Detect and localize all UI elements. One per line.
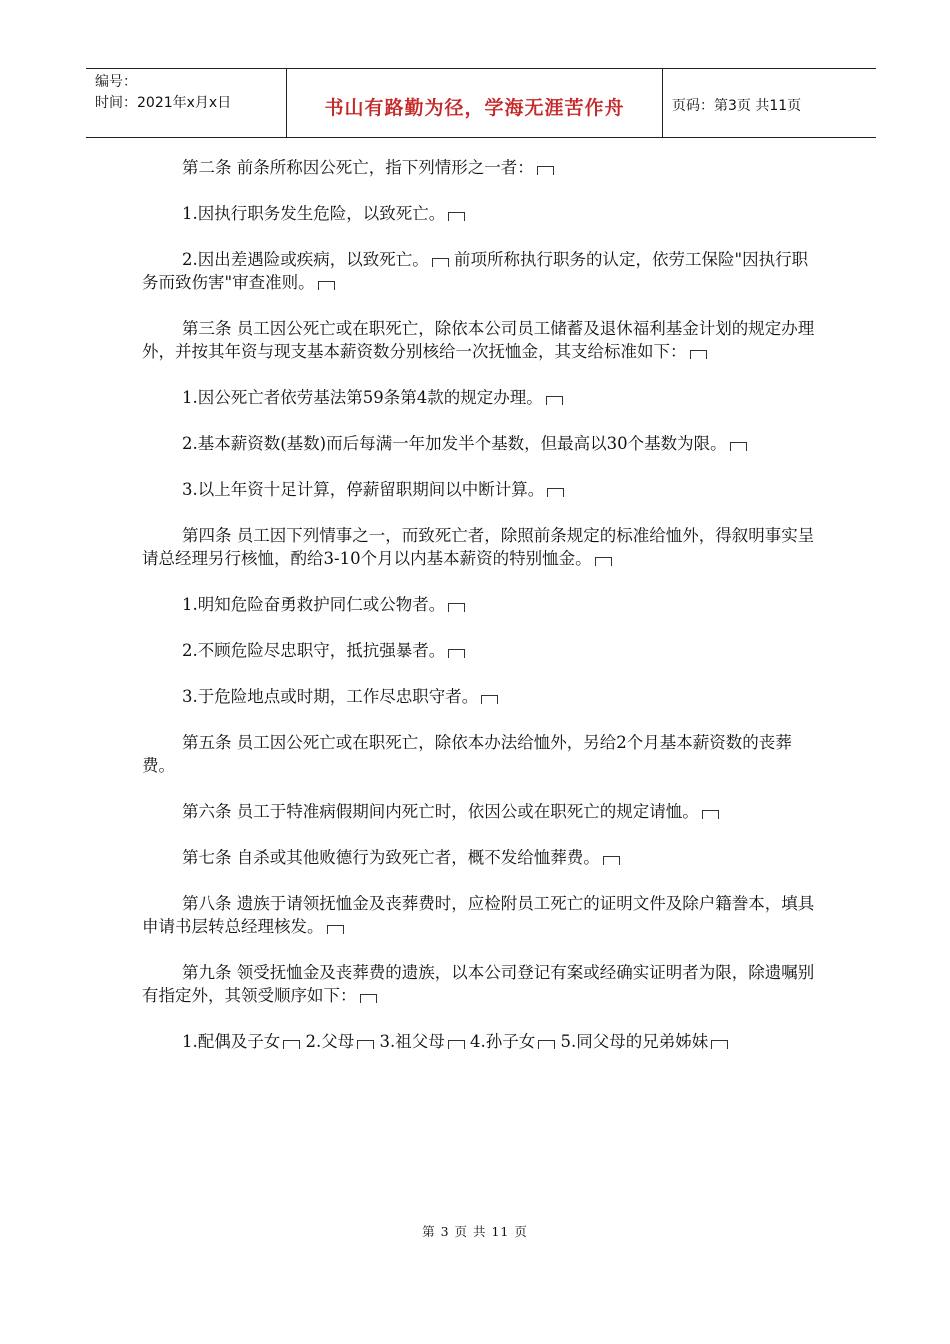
paragraph-text: 前项所称执行职务的认定，依劳工保险"因执行职务而致伤害"审查准则。 bbox=[142, 250, 809, 292]
paragraph-text: 第九条 领受抚恤金及丧葬费的遗族，以本公司登记有案或经确实证明者为限，除遗嘱别有指定外，其领受顺序如下： bbox=[142, 963, 815, 1005]
paragraph-text: 第六条 员工于特准病假期间内死亡时，依因公或在职死亡的规定请恤。 bbox=[182, 802, 699, 821]
article-9 bbox=[142, 961, 822, 1007]
document-number-label: 编号： bbox=[95, 74, 137, 90]
paragraph-mark-icon bbox=[538, 1040, 555, 1049]
paragraph-text: 1.因执行职务发生危险，以致死亡。 bbox=[182, 204, 446, 223]
page-footer: 第 3 页 共 11 页 bbox=[422, 1224, 528, 1239]
paragraph-mark-icon bbox=[595, 557, 612, 566]
article-4-item-1 bbox=[142, 593, 822, 616]
paragraph-mark-icon bbox=[711, 1040, 728, 1049]
paragraph-mark-icon bbox=[690, 350, 707, 359]
paragraph-text: 第三条 员工因公死亡或在职死亡，除依本公司员工储蓄及退休福利基金计划的规定办理外，并按其年资与现支基本薪资数分别核给一次抚恤金，其支给标准如下： bbox=[142, 319, 815, 361]
paragraph-mark-icon bbox=[448, 212, 465, 221]
paragraph-mark-icon bbox=[283, 1040, 300, 1049]
list-item: 1.配偶及子女 bbox=[182, 1032, 281, 1051]
article-4-item-3 bbox=[142, 685, 822, 708]
paragraph-mark-icon bbox=[537, 166, 554, 175]
paragraph-mark-icon bbox=[448, 1040, 465, 1049]
paragraph-text: 3.于危险地点或时期，工作尽忠职守者。 bbox=[182, 687, 479, 706]
paragraph-mark-icon bbox=[357, 1040, 374, 1049]
paragraph-text: 1.因公死亡者依劳基法第59条第4款的规定办理。 bbox=[182, 388, 543, 407]
header-motto-cell bbox=[286, 69, 663, 137]
paragraph-text: 第五条 员工因公死亡或在职死亡，除依本办法给恤外，另给2个月基本薪资数的丧葬费。 bbox=[142, 733, 792, 775]
article-2-item-1 bbox=[142, 202, 822, 225]
list-item: 3.祖父母 bbox=[379, 1032, 445, 1051]
header-page-number: 页码：第3页 共11页 bbox=[672, 98, 802, 114]
paragraph-text: 第二条 前条所称因公死亡，指下列情形之一者： bbox=[182, 158, 534, 177]
article-6 bbox=[142, 800, 822, 823]
article-3-item-3 bbox=[142, 478, 822, 501]
article-5 bbox=[142, 731, 822, 777]
page-header bbox=[86, 68, 876, 138]
article-2-item-2 bbox=[142, 248, 822, 294]
paragraph-mark-icon bbox=[432, 258, 449, 267]
list-item: 5.同父母的兄弟姊妹 bbox=[560, 1032, 709, 1051]
paragraph-text: 第七条 自杀或其他败德行为致死亡者，概不发给恤葬费。 bbox=[182, 848, 600, 867]
document-body bbox=[142, 156, 822, 1076]
article-3-item-2 bbox=[142, 432, 822, 455]
document-date-label: 时间：2021年x月x日 bbox=[95, 95, 232, 111]
article-3 bbox=[142, 317, 822, 363]
paragraph-mark-icon bbox=[730, 442, 747, 451]
header-page-cell bbox=[662, 69, 876, 137]
article-8 bbox=[142, 892, 822, 938]
list-item: 4.孙子女 bbox=[470, 1032, 536, 1051]
paragraph-mark-icon bbox=[702, 810, 719, 819]
article-3-item-1 bbox=[142, 386, 822, 409]
paragraph-mark-icon bbox=[481, 695, 498, 704]
article-4 bbox=[142, 524, 822, 570]
header-info-cell bbox=[86, 69, 286, 137]
article-7 bbox=[142, 846, 822, 869]
paragraph-text: 第八条 遗族于请领抚恤金及丧葬费时，应检附员工死亡的证明文件及除户籍誊本，填具申请书层转总经理核发。 bbox=[142, 894, 815, 936]
paragraph-text: 1.明知危险奋勇救护同仁或公物者。 bbox=[182, 595, 446, 614]
paragraph-text: 3.以上年资十足计算，停薪留职期间以中断计算。 bbox=[182, 480, 545, 499]
paragraph-text: 2.基本薪资数(基数)而后每满一年加发半个基数，但最高以30个基数为限。 bbox=[182, 434, 727, 453]
paragraph-mark-icon bbox=[448, 603, 465, 612]
article-2 bbox=[142, 156, 822, 179]
article-4-item-2 bbox=[142, 639, 822, 662]
paragraph-mark-icon bbox=[547, 488, 564, 497]
paragraph-mark-icon bbox=[360, 994, 377, 1003]
paragraph-mark-icon bbox=[327, 925, 344, 934]
paragraph-mark-icon bbox=[318, 281, 335, 290]
list-item: 2.父母 bbox=[305, 1032, 355, 1051]
paragraph-text: 2.不顾危险尽忠职守，抵抗强暴者。 bbox=[182, 641, 446, 660]
paragraph-mark-icon bbox=[448, 649, 465, 658]
paragraph-mark-icon bbox=[603, 856, 620, 865]
header-motto: 书山有路勤为径，学海无涯苦作舟 bbox=[324, 97, 625, 119]
paragraph-text: 2.因出差遇险或疾病，以致死亡。 bbox=[182, 250, 429, 269]
paragraph-text: 第四条 员工因下列情事之一，而致死亡者，除照前条规定的标准给恤外，得叙明事实呈请总经理另行核恤，酌给3-10个月以内基本薪资的特别恤金。 bbox=[142, 526, 815, 568]
article-9-order-list bbox=[142, 1030, 822, 1053]
paragraph-mark-icon bbox=[546, 396, 563, 405]
